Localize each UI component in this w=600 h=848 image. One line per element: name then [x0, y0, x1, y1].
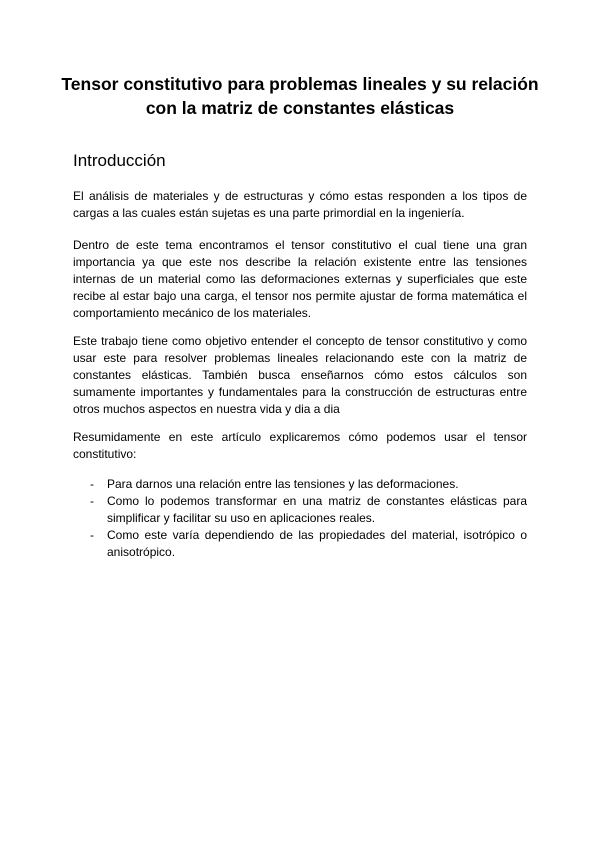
list-item-text: Para darnos una relación entre las tensiones y las deformaciones. [107, 477, 459, 491]
list-item-text: Como lo podemos transformar en una matriz de constantes elásticas para simplificar y facilitar su uso en aplicaciones reales. [107, 494, 527, 525]
bullet-dash: - [90, 477, 94, 491]
bullet-dash: - [90, 528, 94, 542]
paragraph-3: Este trabajo tiene como objetivo entender el concepto de tensor constitutivo y como usar este para resolver problemas lineales relacionando este con la matriz de constantes elásticas. También busca enseñarnos cómo estos cálculos son sumamente importantes y fundamentales para la construcción de estructuras entre otros muchos aspectos en nuestra vida y dia a dia [73, 334, 527, 416]
section-heading-introduccion: Introducción [73, 151, 166, 170]
paragraph-2: Dentro de este tema encontramos el tensor constitutivo el cual tiene una gran importancia ya que este nos describe la relación existente entre las tensiones internas de un material como las deformaciones externas y superficiales que este recibe al estar bajo una carga, el tensor nos permite ajustar de forma matemática el comportamiento mecánico de los materiales. [73, 238, 527, 320]
list-item-text: Como este varía dependiendo de las propiedades del material, isotrópico o anisotrópico. [107, 528, 527, 559]
bullet-list [73, 476, 527, 561]
list-item [73, 493, 527, 527]
bullet-dash: - [90, 494, 94, 508]
paragraph-1: El análisis de materiales y de estructuras y cómo estas responden a los tipos de cargas a las cuales están sujetas es una parte primordial en la ingeniería. [73, 189, 527, 220]
list-item [73, 527, 527, 561]
list-item [73, 476, 527, 493]
document-title: Tensor constitutivo para problemas lineales y su relación con la matriz de constantes elásticas [61, 74, 539, 118]
paragraph-4: Resumidamente en este artículo explicaremos cómo podemos usar el tensor constitutivo: [73, 430, 527, 461]
